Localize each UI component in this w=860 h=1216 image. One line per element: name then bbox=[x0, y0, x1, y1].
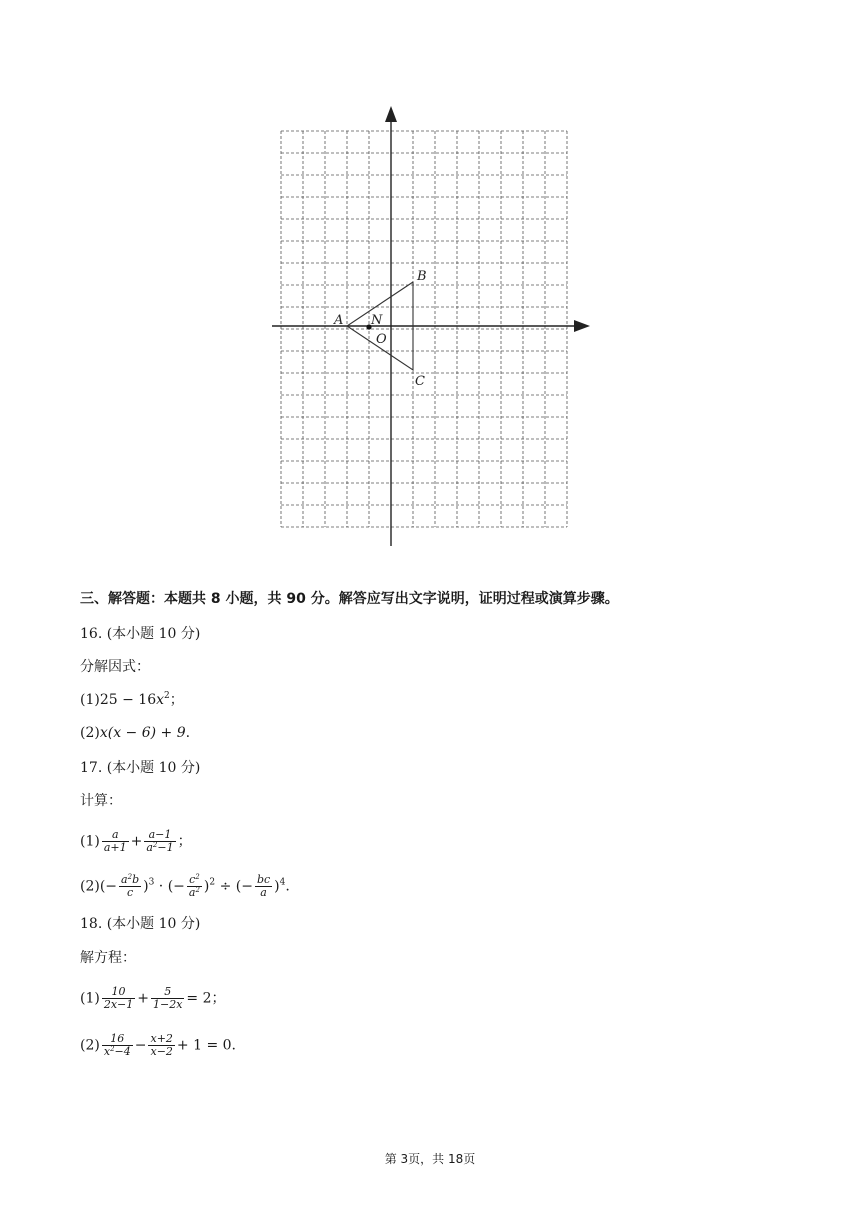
q18-part1 bbox=[80, 986, 226, 1011]
dashed-grid bbox=[281, 131, 567, 527]
denominator: 2x−1 bbox=[103, 998, 134, 1011]
label-c: C bbox=[415, 374, 425, 389]
numerator: x+2 bbox=[150, 1032, 173, 1045]
label-n: N bbox=[371, 313, 383, 328]
operator: + bbox=[130, 833, 143, 850]
exponent: 2 bbox=[164, 691, 170, 701]
denominator: a bbox=[255, 886, 272, 899]
q16-part2 bbox=[80, 723, 190, 743]
denominator: x−2 bbox=[150, 1045, 173, 1058]
denominator: 1−2x bbox=[153, 998, 183, 1011]
rhs: = 2 bbox=[186, 990, 212, 1007]
fraction bbox=[119, 874, 141, 899]
numerator: 5 bbox=[164, 985, 172, 998]
denominator bbox=[102, 1045, 133, 1058]
q17-part1 bbox=[80, 829, 192, 854]
rhs: + 1 = 0 bbox=[176, 1037, 232, 1054]
fraction bbox=[148, 1033, 174, 1058]
q16-header: 16. (本小题 10 分) bbox=[80, 626, 201, 642]
label-o: O bbox=[376, 332, 387, 347]
exponent: 3 bbox=[148, 877, 155, 888]
part-label: (2) bbox=[80, 725, 100, 741]
part-label: (2) bbox=[80, 1037, 100, 1054]
page-footer: 第 3页，共 18页 bbox=[384, 1152, 476, 1166]
part-label: (1) bbox=[80, 833, 100, 850]
part-label: (1) bbox=[80, 692, 100, 708]
section-heading: 三、解答题：本题共 8 小题，共 90 分。解答应写出文字说明，证明过程或演算步骤。 bbox=[80, 591, 619, 607]
paren-open: (− bbox=[235, 878, 253, 895]
expr-tail: ； bbox=[211, 990, 226, 1007]
den-exponent: 2 bbox=[152, 841, 158, 849]
paren-open: (− bbox=[167, 878, 185, 895]
label-b: B bbox=[417, 269, 427, 284]
q16-instruction: 分解因式： bbox=[80, 659, 150, 675]
operator: + bbox=[137, 990, 149, 1007]
fraction bbox=[151, 986, 184, 1011]
q18-header: 18. (本小题 10 分) bbox=[80, 916, 201, 932]
denominator bbox=[187, 886, 202, 899]
fraction bbox=[102, 1033, 133, 1058]
numerator bbox=[187, 874, 202, 886]
numerator bbox=[119, 874, 141, 886]
den-exponent: 2 bbox=[110, 1045, 115, 1053]
num-exponent: 2 bbox=[195, 873, 200, 881]
paren-open: (− bbox=[99, 878, 118, 895]
expr-lead: 25 − 16 bbox=[99, 692, 157, 708]
fraction bbox=[102, 986, 135, 1011]
denominator: c bbox=[119, 886, 141, 899]
exponent: 4 bbox=[279, 877, 286, 888]
den-base: a bbox=[146, 841, 153, 854]
q18-instruction: 解方程： bbox=[80, 950, 136, 966]
expr-tail: . bbox=[285, 878, 290, 895]
num-b: b bbox=[132, 873, 140, 886]
part-label: (2) bbox=[80, 878, 100, 895]
q16-part1 bbox=[80, 690, 184, 710]
q18-part2 bbox=[80, 1033, 236, 1058]
den-base: a bbox=[188, 886, 196, 899]
q17-part2 bbox=[80, 874, 290, 899]
coordinate-grid-figure bbox=[268, 100, 598, 552]
expr-tail: . bbox=[231, 1037, 236, 1054]
paren-close: ) bbox=[143, 878, 149, 895]
numerator: a bbox=[111, 828, 119, 841]
numerator: 10 bbox=[111, 985, 126, 998]
exponent: 2 bbox=[209, 877, 216, 888]
denominator bbox=[144, 841, 175, 854]
paren-close: ) bbox=[203, 878, 210, 895]
part-label: (1) bbox=[80, 990, 100, 1007]
denominator: a+1 bbox=[103, 841, 127, 854]
fraction bbox=[255, 874, 272, 899]
numerator: 16 bbox=[110, 1032, 125, 1045]
expr-tail: ； bbox=[169, 692, 184, 708]
label-a: A bbox=[334, 313, 344, 328]
expr-tail: ； bbox=[177, 833, 192, 850]
numerator: bc bbox=[256, 873, 271, 886]
den-tail: −4 bbox=[114, 1045, 131, 1058]
den-base: x bbox=[103, 1045, 111, 1058]
numerator: a−1 bbox=[148, 828, 172, 841]
q17-instruction: 计算： bbox=[80, 793, 122, 809]
den-tail: −1 bbox=[157, 841, 174, 854]
fraction bbox=[144, 829, 175, 854]
operator: · bbox=[154, 878, 168, 895]
q17-header: 17. (本小题 10 分) bbox=[80, 760, 201, 776]
expr-tail: . bbox=[185, 725, 191, 741]
expr-var: x bbox=[156, 692, 165, 708]
operator: ÷ bbox=[215, 878, 236, 895]
num-a: a bbox=[121, 873, 128, 886]
fraction bbox=[102, 829, 129, 854]
operator: − bbox=[134, 1037, 147, 1054]
x-axis bbox=[272, 320, 590, 332]
fraction bbox=[187, 874, 202, 899]
den-exponent: 2 bbox=[195, 886, 200, 894]
expr: x(x − 6) + 9 bbox=[99, 725, 186, 741]
paren-close: ) bbox=[274, 878, 280, 895]
num-base: c bbox=[189, 873, 196, 886]
num-exponent: 2 bbox=[127, 873, 133, 881]
